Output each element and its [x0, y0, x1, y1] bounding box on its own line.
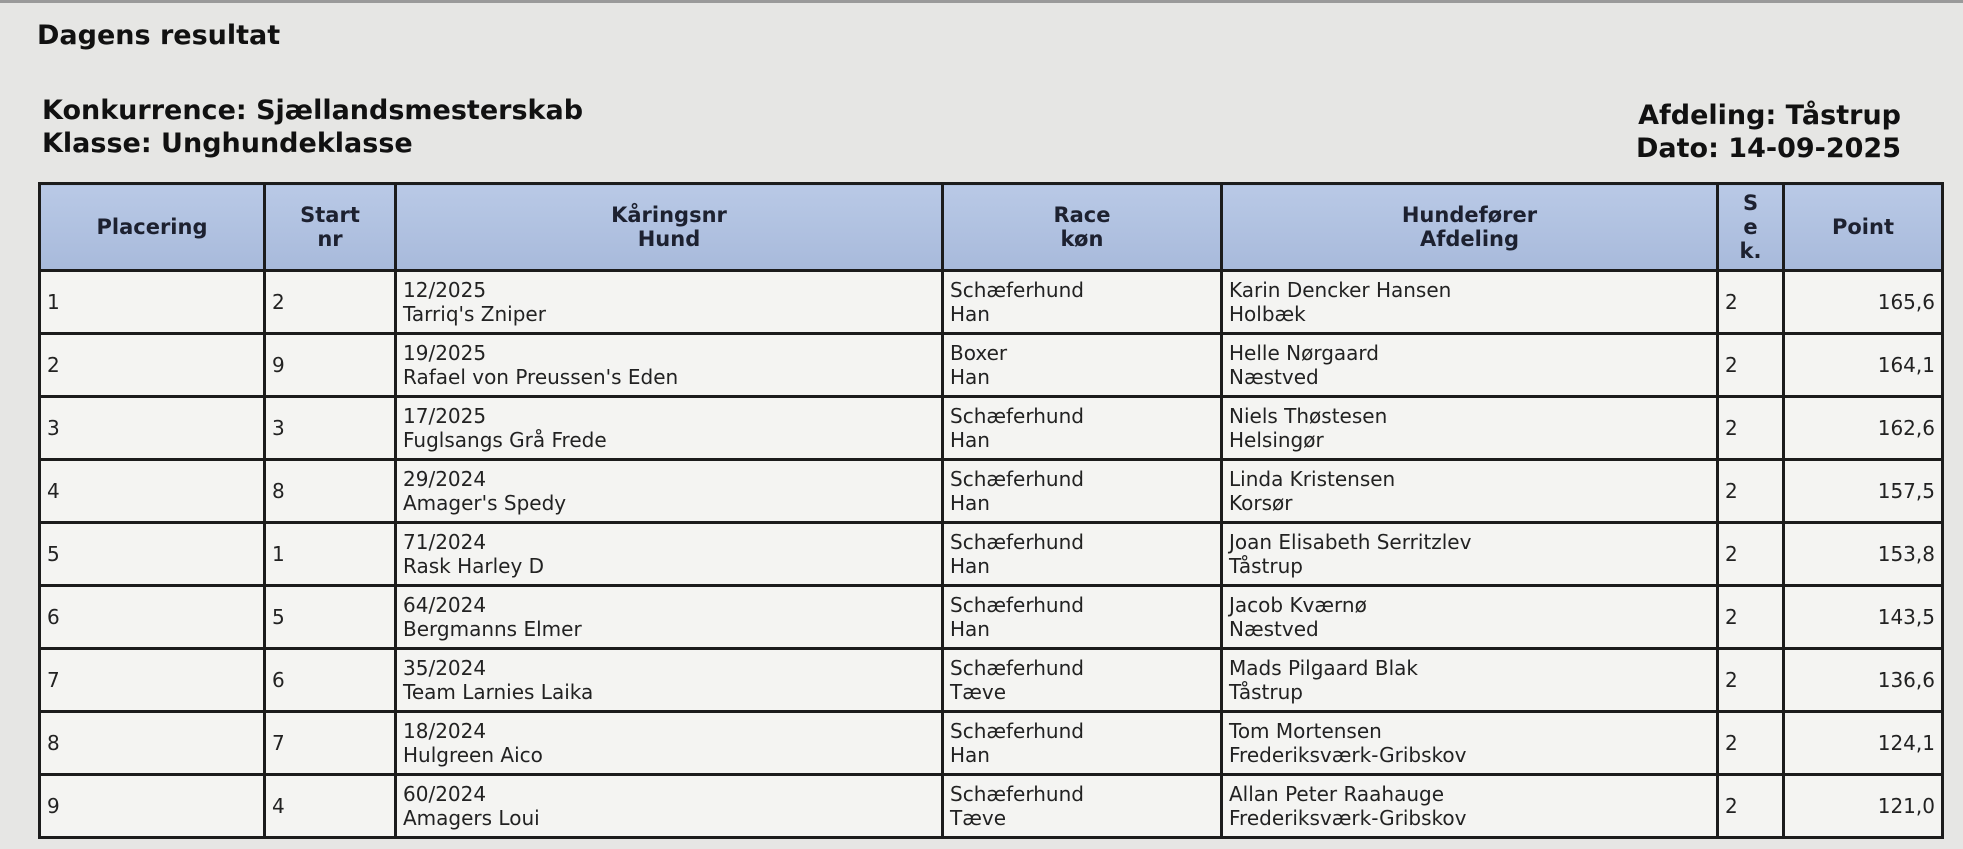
- kaaringsnr: 29/2024: [403, 467, 487, 491]
- hund-name: Rask Harley D: [403, 554, 545, 578]
- race: Schæferhund: [950, 278, 1084, 302]
- kaaringsnr: 60/2024: [403, 782, 487, 806]
- hundefoerer: Mads Pilgaard Blak: [1229, 656, 1418, 680]
- hundefoerer: Karin Dencker Hansen: [1229, 278, 1452, 302]
- hundefoerer: Linda Kristensen: [1229, 467, 1396, 491]
- cell-placering: 9: [40, 775, 265, 838]
- hund-name: Amagers Loui: [403, 806, 540, 830]
- cell-start-nr: 6: [265, 649, 396, 712]
- kaaringsnr: 17/2025: [403, 404, 487, 428]
- cell-placering: 5: [40, 523, 265, 586]
- cell-kaaringsnr-hund: [396, 397, 943, 460]
- table-row: [40, 523, 1943, 586]
- cell-point: 121,0: [1784, 775, 1943, 838]
- cell-kaaringsnr-hund: [396, 775, 943, 838]
- hund-name: Tarriq's Zniper: [403, 302, 546, 326]
- page-title: Dagens resultat: [37, 20, 281, 51]
- cell-point: 153,8: [1784, 523, 1943, 586]
- cell-point: 164,1: [1784, 334, 1943, 397]
- cell-sek: 2: [1718, 334, 1784, 397]
- cell-point: 136,6: [1784, 649, 1943, 712]
- cell-race-koen: [943, 271, 1222, 334]
- cell-hundefoerer-afdeling: [1222, 523, 1718, 586]
- cell-sek: 2: [1718, 649, 1784, 712]
- header-point[interactable]: Point: [1784, 184, 1943, 271]
- hund-name: Bergmanns Elmer: [403, 617, 582, 641]
- header-race-koen[interactable]: Race køn: [943, 184, 1222, 271]
- competition-info: [42, 94, 583, 160]
- kaaringsnr: 18/2024: [403, 719, 487, 743]
- cell-kaaringsnr-hund: [396, 649, 943, 712]
- afdeling: Næstved: [1229, 617, 1319, 641]
- race: Schæferhund: [950, 467, 1084, 491]
- race: Schæferhund: [950, 719, 1084, 743]
- koen: Tæve: [950, 806, 1006, 830]
- race: Schæferhund: [950, 593, 1084, 617]
- table-row: [40, 460, 1943, 523]
- cell-hundefoerer-afdeling: [1222, 397, 1718, 460]
- event-date: Dato: 14-09-2025: [1636, 133, 1901, 164]
- table-row: [40, 334, 1943, 397]
- cell-start-nr: 3: [265, 397, 396, 460]
- cell-kaaringsnr-hund: [396, 460, 943, 523]
- cell-hundefoerer-afdeling: [1222, 775, 1718, 838]
- hund-name: Fuglsangs Grå Frede: [403, 428, 607, 452]
- header-hundefoerer-afdeling[interactable]: Hundefører Afdeling: [1222, 184, 1718, 271]
- koen: Han: [950, 491, 990, 515]
- cell-sek: 2: [1718, 460, 1784, 523]
- cell-start-nr: 2: [265, 271, 396, 334]
- race: Schæferhund: [950, 530, 1084, 554]
- table-row: [40, 649, 1943, 712]
- cell-kaaringsnr-hund: [396, 334, 943, 397]
- cell-sek: 2: [1718, 523, 1784, 586]
- cell-kaaringsnr-hund: [396, 586, 943, 649]
- header-sek[interactable]: S e k.: [1718, 184, 1784, 271]
- cell-start-nr: 7: [265, 712, 396, 775]
- cell-race-koen: [943, 649, 1222, 712]
- cell-sek: 2: [1718, 271, 1784, 334]
- afdeling: Helsingør: [1229, 428, 1324, 452]
- table-row: [40, 775, 1943, 838]
- cell-placering: 1: [40, 271, 265, 334]
- class-name: Klasse: Unghundeklasse: [42, 128, 413, 159]
- afdeling: Frederiksværk-Gribskov: [1229, 806, 1467, 830]
- cell-point: 162,6: [1784, 397, 1943, 460]
- cell-sek: 2: [1718, 775, 1784, 838]
- hund-name: Amager's Spedy: [403, 491, 567, 515]
- results-table: [38, 182, 1944, 839]
- koen: Han: [950, 428, 990, 452]
- table-header-row: [40, 184, 1943, 271]
- hund-name: Team Larnies Laika: [403, 680, 594, 704]
- cell-point: 157,5: [1784, 460, 1943, 523]
- cell-hundefoerer-afdeling: [1222, 649, 1718, 712]
- hundefoerer: Allan Peter Raahauge: [1229, 782, 1445, 806]
- cell-start-nr: 9: [265, 334, 396, 397]
- cell-point: 143,5: [1784, 586, 1943, 649]
- cell-point: 124,1: [1784, 712, 1943, 775]
- kaaringsnr: 12/2025: [403, 278, 487, 302]
- hundefoerer: Joan Elisabeth Serritzlev: [1229, 530, 1472, 554]
- race: Boxer: [950, 341, 1008, 365]
- cell-hundefoerer-afdeling: [1222, 271, 1718, 334]
- cell-start-nr: 4: [265, 775, 396, 838]
- top-divider: [0, 0, 1963, 3]
- cell-placering: 4: [40, 460, 265, 523]
- afdeling: Tåstrup: [1229, 554, 1303, 578]
- cell-race-koen: [943, 712, 1222, 775]
- koen: Han: [950, 617, 990, 641]
- cell-kaaringsnr-hund: [396, 271, 943, 334]
- hundefoerer: Jacob Kværnø: [1229, 593, 1367, 617]
- afdeling: Næstved: [1229, 365, 1319, 389]
- cell-kaaringsnr-hund: [396, 712, 943, 775]
- koen: Han: [950, 743, 990, 767]
- cell-placering: 8: [40, 712, 265, 775]
- koen: Han: [950, 554, 990, 578]
- cell-race-koen: [943, 775, 1222, 838]
- cell-point: 165,6: [1784, 271, 1943, 334]
- cell-placering: 7: [40, 649, 265, 712]
- afdeling: Frederiksværk-Gribskov: [1229, 743, 1467, 767]
- kaaringsnr: 71/2024: [403, 530, 487, 554]
- cell-race-koen: [943, 334, 1222, 397]
- cell-hundefoerer-afdeling: [1222, 460, 1718, 523]
- competition-name: Konkurrence: Sjællandsmesterskab: [42, 95, 584, 126]
- hundefoerer: Helle Nørgaard: [1229, 341, 1379, 365]
- kaaringsnr: 19/2025: [403, 341, 487, 365]
- cell-hundefoerer-afdeling: [1222, 334, 1718, 397]
- header-kaaringsnr-hund[interactable]: Kåringsnr Hund: [396, 184, 943, 271]
- kaaringsnr: 35/2024: [403, 656, 487, 680]
- cell-hundefoerer-afdeling: [1222, 586, 1718, 649]
- koen: Han: [950, 365, 990, 389]
- cell-race-koen: [943, 523, 1222, 586]
- race: Schæferhund: [950, 656, 1084, 680]
- hund-name: Hulgreen Aico: [403, 743, 543, 767]
- cell-hundefoerer-afdeling: [1222, 712, 1718, 775]
- cell-kaaringsnr-hund: [396, 523, 943, 586]
- hund-name: Rafael von Preussen's Eden: [403, 365, 679, 389]
- department-info: [1636, 99, 1901, 165]
- race: Schæferhund: [950, 782, 1084, 806]
- table-row: [40, 271, 1943, 334]
- cell-race-koen: [943, 397, 1222, 460]
- hundefoerer: Niels Thøstesen: [1229, 404, 1388, 428]
- cell-placering: 3: [40, 397, 265, 460]
- cell-sek: 2: [1718, 586, 1784, 649]
- table-row: [40, 586, 1943, 649]
- table-row: [40, 397, 1943, 460]
- hundefoerer: Tom Mortensen: [1229, 719, 1382, 743]
- cell-sek: 2: [1718, 712, 1784, 775]
- cell-sek: 2: [1718, 397, 1784, 460]
- cell-start-nr: 8: [265, 460, 396, 523]
- cell-placering: 2: [40, 334, 265, 397]
- cell-race-koen: [943, 460, 1222, 523]
- department-name: Afdeling: Tåstrup: [1638, 100, 1901, 131]
- header-start-nr[interactable]: Start nr: [265, 184, 396, 271]
- cell-start-nr: 1: [265, 523, 396, 586]
- koen: Tæve: [950, 680, 1006, 704]
- cell-placering: 6: [40, 586, 265, 649]
- afdeling: Holbæk: [1229, 302, 1306, 326]
- afdeling: Korsør: [1229, 491, 1293, 515]
- header-placering[interactable]: Placering: [40, 184, 265, 271]
- cell-start-nr: 5: [265, 586, 396, 649]
- koen: Han: [950, 302, 990, 326]
- cell-race-koen: [943, 586, 1222, 649]
- kaaringsnr: 64/2024: [403, 593, 487, 617]
- table-row: [40, 712, 1943, 775]
- race: Schæferhund: [950, 404, 1084, 428]
- afdeling: Tåstrup: [1229, 680, 1303, 704]
